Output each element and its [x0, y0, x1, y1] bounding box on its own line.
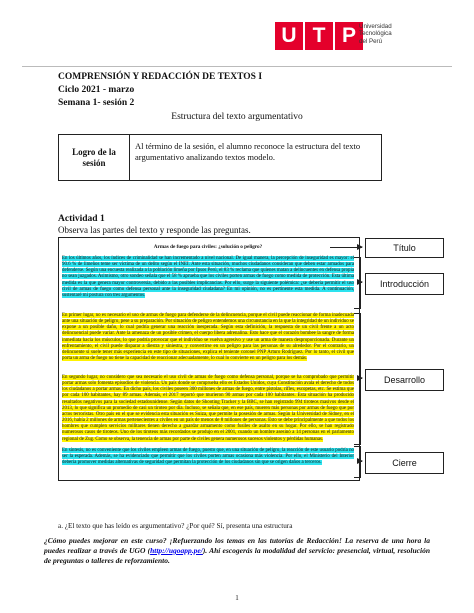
- logo-subtitle: [359, 23, 429, 45]
- activity-instruction: Observa las partes del texto y responde las preguntas.: [58, 225, 251, 235]
- intro-paragraph: [62, 256, 354, 299]
- intro-highlight: En los últimos años, los índices de criminalidad se han incrementado a nivel nacional. De igual manera, la percepción de inseguridad es mayor: el 90.6 % de limeños teme ser víctima de un delito según el INEI. Ante esta situación, muchos ciudadanos consideran que deben estar armados para defenderse. Según una encuesta realizada a la población limeña por Ipsos Perú, el 83 % reclama que quienes matan a delincuentes en defensa propia no sean juzgados. Asimismo, otro sondeo señala que el 58 % aprueba que los civiles porten armas de fuego como medida de protección. Esta última medida es la que genera mayor controversia, debido a las posibles implicancias. Por ello, surge la siguiente polémica: ¿se debería permitir el uso civil de armas de fuego como defensa personal ante la inseguridad ciudadana? En mi opinión, no es pertinente esta medida. A continuación, sustentaré mi postura con tres argumentos.: [62, 256, 354, 298]
- body-paragraph-2: [62, 375, 354, 443]
- logo-subtitle-line: del Perú: [359, 37, 383, 45]
- arrow-cierre: [360, 461, 362, 462]
- label-desarrollo: Desarrollo: [365, 369, 444, 391]
- arrow-titulo: [330, 247, 362, 248]
- body-2-highlight: En segundo lugar, no considero que sea necesario el uso civil de armas de fuego como defensa personal, porque se ha comprobado que permitir portar armas solo fomenta episodios de violencia. Un país donde se comprueba ello es Estados Unidos, cuya Constitución avala el derecho de todos los ciudadanos a portar armas. En dicho país, los civiles poseen 300 millones de armas de fuego, entre pistolas, rifles, escopetas, etc. Se estima que por cada 100 habitantes, hay 89 armas. Además, el 2017 reportó que murieron 90 armas por cada 100 habitantes. Esta situación ha producido resultados negativos para la sociedad estadounidense. Según datos de Shooting Tracker y la BBC, se han registrado 994 tiroteos masivos desde el 2013, lo que significa un promedio de casi un tiroteo por día. Incluso, se señala que, en ese país, mueren más personas por armas de fuego que por actos terroristas. Otro país en el que se evidencia esta situación es Suiza, que permite la posesión de armas. Según la Universidad de Sídney, en el 2016, había 2 millones de armas pertenecientes a civiles en un país de menos de 8 millones de personas. Esto se debe principalmente a que todos los hombres que cumplen servicios militares tienen derecho a guardar armamento como fusiles de asalto en su hogar. Por ello, se han registrado numerosos casos de tiroteos. Uno de los tiroteos más recordados se produjo en el 2001, cuando un hombre asesinó a 14 personas en el parlamento regional de Zug. Como se observa, la tenencia de armas por parte de civiles genera numerosos sucesos violentos y pérdidas humanas.: [62, 375, 354, 442]
- arrow-introduccion: [360, 282, 362, 283]
- activity-title: Actividad 1: [58, 214, 105, 224]
- cycle-label: Ciclo 2021 - marzo: [58, 85, 135, 95]
- label-titulo: Título: [365, 238, 444, 258]
- session-label: Semana 1- sesión 2: [58, 98, 135, 108]
- page-title: Estructura del texto argumentativo: [171, 112, 303, 122]
- logro-table: [58, 134, 382, 181]
- page-number: 1: [235, 594, 239, 602]
- header-divider: [22, 66, 452, 67]
- logo-letter-p: P: [335, 22, 363, 50]
- question-a: a. ¿El texto que has leído es argumentativo? ¿Por qué? Sí, presenta una estructura: [58, 522, 293, 530]
- closing-paragraph: [62, 448, 354, 466]
- course-name: COMPRENSIÓN Y REDACCIÓN DE TEXTOS I: [58, 72, 263, 82]
- arrow-desarrollo: [360, 378, 362, 379]
- logo-subtitle-line: Tecnológica: [359, 30, 392, 38]
- footer-note: [44, 536, 430, 566]
- label-cierre: Cierre: [365, 452, 444, 474]
- label-introduccion: Introducción: [365, 273, 444, 295]
- logro-text: Al término de la sesión, el alumno reconoce la estructura del texto argumentativo analizando textos modelo.: [135, 141, 361, 162]
- ugo-link[interactable]: http://ugoapp.pe/: [150, 546, 203, 555]
- body-1-highlight: En primer lugar, no es necesario el uso de armas de fuego para defenderse de la delincuencia, porque el civil puede reaccionar de forma inadecuada ante una situación de peligro, pese a su preparación. Por situación de peligro entendemos una circunstancia en la que la integridad de un individuo se expone a un posible daño, lo cual podría generar una reacción inesperada. Según esta definición, la respuesta de un civil frente a un acto delincuencial puede variar. Ante la amenaza de un posible crimen, el cuerpo libera adrenalina. Esto hace que el corazón bombee la sangre de forma inmediata hacia los músculos, lo que podría provocar que el individuo se vuelva agresivo y use un arma de manera desproporcionada. Durante un enfrentamiento, el civil puede disparar a diestra y siniestra, y convertirse en un peligro para las personas de su alrededor. Por el contrario, un delincuente sí suele tener más experiencia en este tipo de situaciones, explica el teniente coronel PNP Arturo Rodríguez. Por lo tanto, el civil que porta un arma de fuego no tiene la capacidad de reaccionar adecuadamente, lo cual lo convierte en un peligro para los demás.: [62, 313, 354, 362]
- logo-subtitle-line: Universidad: [359, 23, 392, 30]
- closing-highlight: En síntesis, no es conveniente que los civiles empleen armas de fuego, puesto que, en una situación de peligro, la reacción de este usuario podría no ser la esperada. Además, se ha evidenciado que permitir que los civiles porten armas ocasiona más violencia. Por ello, el Ministerio del Interior debería promover medidas alternativas de seguridad que permitan la protección de los ciudadanos sin que se origen daños a terceros.: [62, 448, 354, 466]
- logro-label: Logro de la sesión: [59, 135, 130, 180]
- article-title: Armas de fuego para civiles: ¿solución o peligro?: [153, 244, 263, 250]
- body-paragraph-1: [62, 313, 354, 362]
- footer-text-end: ). Ahí escogerás la modalidad del servicio: presencial, virtual, resolución de preguntas o talleres de reforzamiento.: [44, 546, 431, 565]
- logo-letter-t: T: [305, 22, 333, 50]
- footer-text: ¿Cómo puedes mejorar en este curso? ¡Refuerzando los temas en las tutorías de Redacción! La reserva de una hora la puedes realizar a través de UGO (: [44, 536, 430, 555]
- logo-letter-u: U: [275, 22, 303, 50]
